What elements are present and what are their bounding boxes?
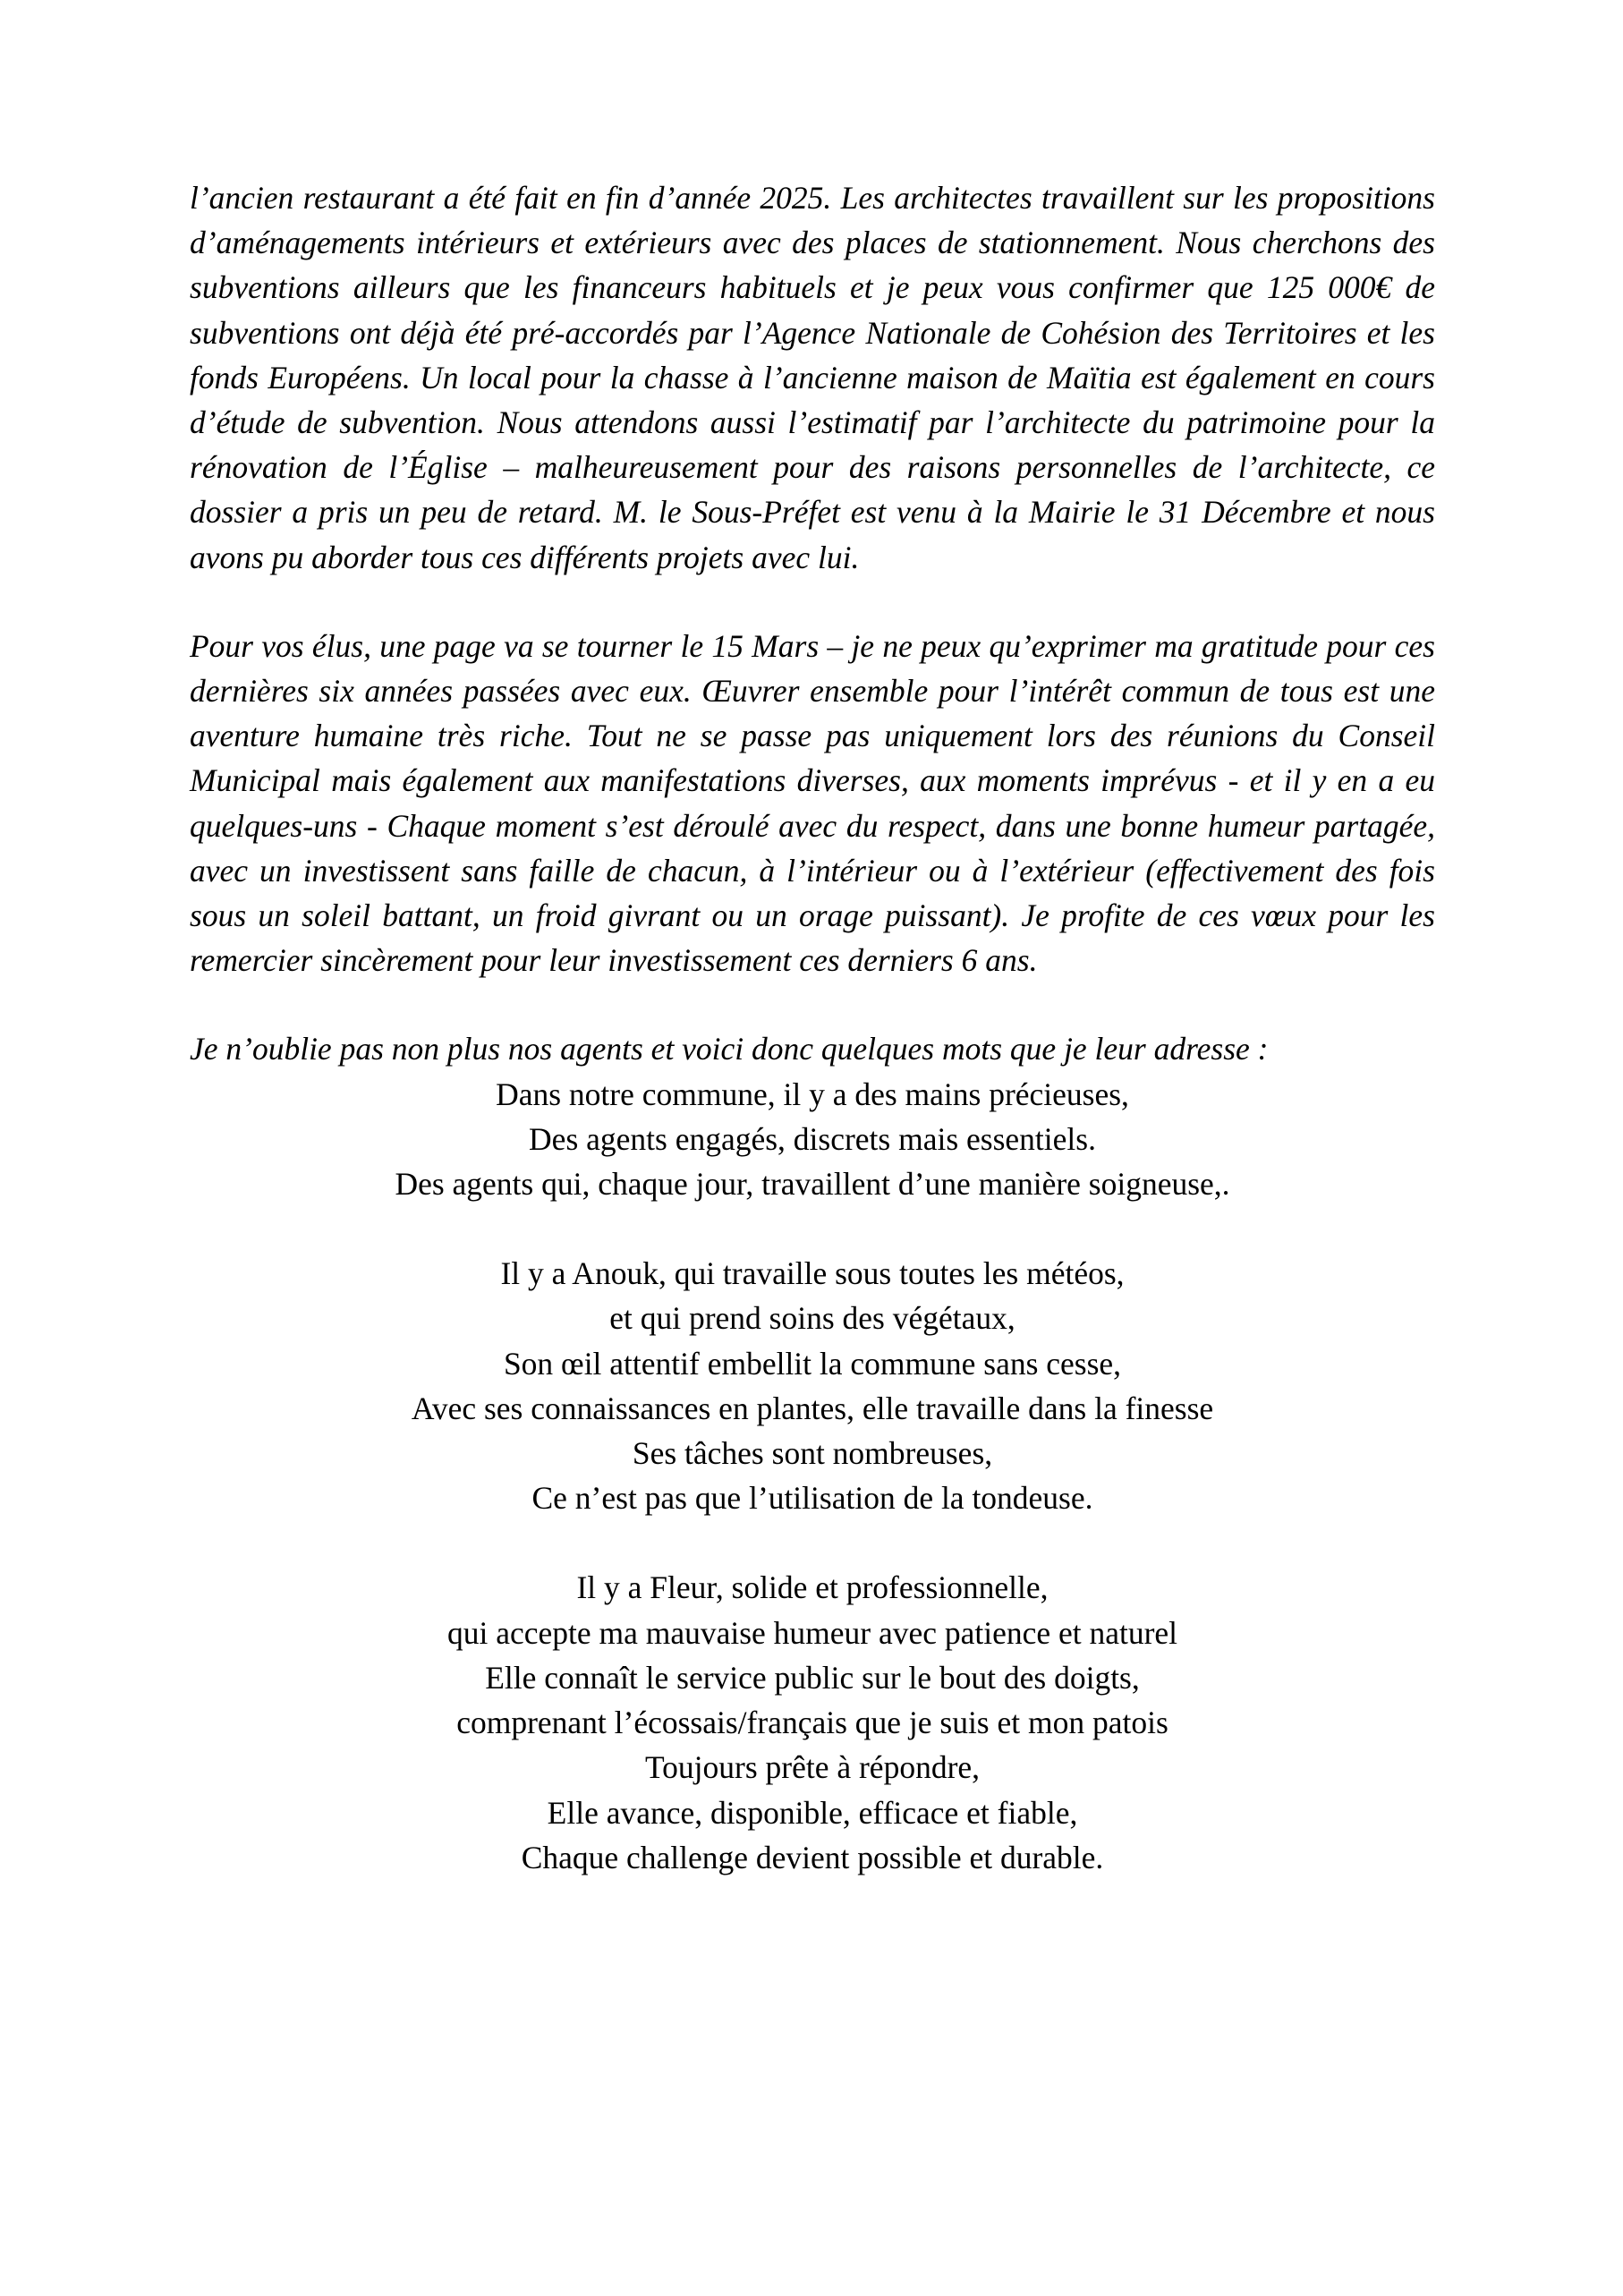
verse-stanza-fleur	[190, 1565, 1435, 1879]
paragraph-elected-officials: Pour vos élus, une page va se tourner le 15 Mars – je ne peux qu’exprimer ma gratitude pour ces dernières six années passées avec eux. Œuvrer ensemble pour l’intérêt commun de tous est une aventure humaine très riche. Tout ne se passe pas uniquement lors des réunions du Conseil Municipal mais également aux manifestations diverses, aux moments imprévus - et il y en a eu quelques-uns - Chaque moment s’est déroulé avec du respect, dans une bonne humeur partagée, avec un investissent sans faille de chacun, à l’intérieur ou à l’extérieur (effectivement des fois sous un soleil battant, un froid givrant ou un orage puissant). Je profite de ces vœux pour les remercier sincèrement pour leur investissement ces derniers 6 ans.	[190, 627, 1435, 979]
stanza-spacer	[190, 1520, 1435, 1565]
verse-line: Chaque challenge devient possible et durable.	[521, 1839, 1104, 1875]
verse-line: Il y a Fleur, solide et professionnelle,	[576, 1569, 1049, 1606]
verse-line: Il y a Anouk, qui travaille sous toutes les météos,	[500, 1255, 1125, 1292]
verse-line: Avec ses connaissances en plantes, elle travaille dans la finesse	[411, 1390, 1214, 1426]
verse-line: Ses tâches sont nombreuses,	[632, 1435, 993, 1472]
verse-line: Son œil attentif embellit la commune sans cesse,	[503, 1345, 1122, 1382]
verse-stanza-intro	[190, 1072, 1435, 1207]
verse-line: Des agents engagés, discrets mais essentiels.	[529, 1120, 1096, 1157]
verse-line: comprenant l’écossais/français que je suis et mon patois	[456, 1705, 1168, 1741]
verse-line: Ce n’est pas que l’utilisation de la tondeuse.	[531, 1480, 1093, 1517]
verse-line: et qui prend soins des végétaux,	[609, 1300, 1015, 1337]
paragraph-agents-intro: Je n’oublie pas non plus nos agents et voici donc quelques mots que je leur adresse :	[190, 1031, 1269, 1067]
verse-line: Toujours prête à répondre,	[644, 1749, 981, 1786]
verse-line: Elle avance, disponible, efficace et fiable,	[547, 1794, 1078, 1831]
verse-stanza-anouk	[190, 1251, 1435, 1520]
verse-line: qui accepte ma mauvaise humeur avec patience et naturel	[446, 1614, 1178, 1651]
stanza-spacer	[190, 1206, 1435, 1251]
paragraph-projects: l’ancien restaurant a été fait en fin d’année 2025. Les architectes travaillent sur les propositions d’aménagements intérieurs et extérieurs avec des places de stationnement. Nous cherchons des subventions ailleurs que les financeurs habituels et je peux vous confirmer que 125 000€ de subventions ont déjà été pré-accordés par l’Agence Nationale de Cohésion des Territoires et les fonds Européens. Un local pour la chasse à l’ancienne maison de Maïtia est également en cours d’étude de subvention. Nous attendons aussi l’estimatif par l’architecte du patrimoine pour la rénovation de l’Église – malheureusement pour des raisons personnelles de l’architecte, ce dossier a pris un peu de retard. M. le Sous-Préfet est venu à la Mairie le 31 Décembre et nous avons pu aborder tous ces différents projets avec lui.	[190, 180, 1435, 575]
verse-line: Dans notre commune, il y a des mains précieuses,	[496, 1076, 1129, 1112]
verse-line: Elle connaît le service public sur le bout des doigts,	[485, 1659, 1140, 1696]
verse-line: Des agents qui, chaque jour, travaillent d’une manière soigneuse,.	[395, 1166, 1230, 1203]
document-body	[190, 175, 1435, 1880]
